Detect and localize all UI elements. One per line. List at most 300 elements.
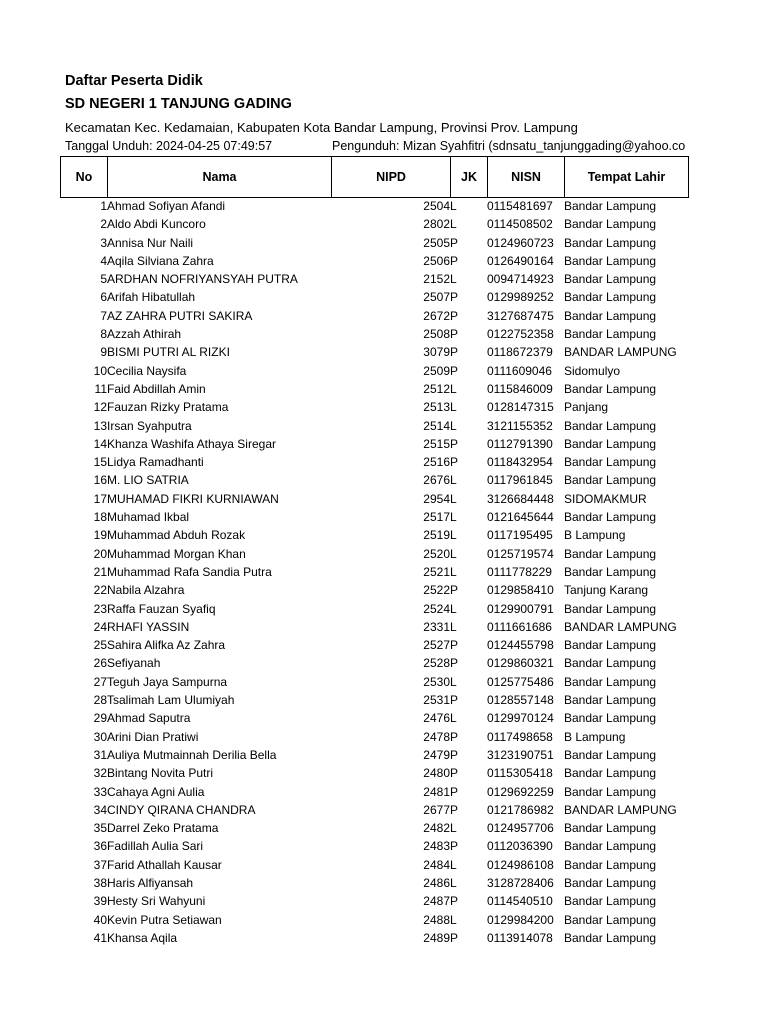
cell-nipd: 2507 [423,290,450,305]
cell-tempat-lahir: BANDAR LAMPUNG [564,345,677,360]
cell-nama: Cahaya Agni Aulia [107,784,205,799]
cell-nipd: 2522 [423,583,450,598]
cell-nama: Kevin Putra Setiawan [107,912,222,927]
cell-no: 14 [93,436,107,451]
cell-nisn: 0124455798 [487,638,554,653]
cell-nipd: 2504 [423,199,450,213]
table-row [60,600,688,618]
table-row [60,581,688,599]
cell-jk: L [450,546,457,561]
cell-tempat-lahir: Bandar Lampung [564,253,657,268]
cell-nisn: 0126490164 [487,253,554,268]
cell-nisn: 0115846009 [487,381,553,396]
cell-no: 29 [93,711,107,726]
cell-jk: P [450,436,459,451]
cell-jk: P [450,235,459,250]
cell-tempat-lahir: Bandar Lampung [564,839,657,854]
cell-jk: L [450,381,457,396]
cell-tempat-lahir: Bandar Lampung [564,199,657,213]
cell-nipd: 2509 [423,363,450,378]
cell-tempat-lahir: Bandar Lampung [564,711,657,726]
cell-no: 11 [94,381,107,396]
cell-nama: Aldo Abdi Kuncoro [107,217,206,232]
table-row [60,673,688,691]
cell-jk: P [450,729,459,744]
cell-jk: L [450,912,457,927]
cell-no: 18 [93,510,107,525]
table-row [60,526,688,544]
cell-nisn: 0117498658 [487,729,553,744]
cell-no: 7 [100,308,107,323]
cell-jk: P [450,839,459,854]
column-header-nama: Nama [108,157,332,198]
cell-no: 21 [93,564,107,579]
cell-nipd: 2528 [423,656,450,671]
table-row [60,783,688,801]
table-row [60,618,688,636]
cell-nama: RHAFI YASSIN [107,619,190,634]
cell-nisn: 0112036390 [487,839,553,854]
cell-nisn: 0115305418 [487,766,553,781]
cell-nipd: 2520 [423,546,450,561]
cell-nipd: 2506 [423,253,450,268]
cell-jk: L [450,473,457,488]
column-header-nipd: NIPD [332,157,451,198]
cell-nama: Lidya Ramadhanti [107,455,204,470]
student-table [60,197,688,947]
cell-no: 35 [93,821,107,836]
cell-jk: L [450,619,457,634]
table-row [60,837,688,855]
cell-jk: P [450,784,459,799]
cell-tempat-lahir: Bandar Lampung [564,308,657,323]
cell-nipd: 2514 [423,418,450,433]
cell-tempat-lahir: Bandar Lampung [564,290,657,305]
cell-no: 31 [93,747,107,762]
table-row [60,234,688,252]
cell-nipd: 2516 [423,455,450,470]
cell-nipd: 2479 [423,747,450,762]
table-row [60,252,688,270]
cell-tempat-lahir: Bandar Lampung [564,894,657,909]
cell-no: 16 [93,473,107,488]
cell-nama: CINDY QIRANA CHANDRA [107,802,256,817]
cell-tempat-lahir: Bandar Lampung [564,235,657,250]
cell-nisn: 0125719574 [487,546,554,561]
cell-jk: L [450,418,457,433]
table-row [60,362,688,380]
cell-nipd: 2508 [423,327,450,342]
cell-nipd: 2954 [423,491,450,506]
cell-nipd: 2524 [423,601,450,616]
cell-nisn: 0129970124 [487,711,554,726]
cell-jk: P [450,308,459,323]
table-row [60,654,688,672]
cell-nisn: 0117195495 [487,528,553,543]
cell-jk: P [450,693,459,708]
school-name: SD NEGERI 1 TANJUNG GADING [65,96,292,112]
cell-jk: P [450,638,459,653]
cell-tempat-lahir: Bandar Lampung [564,912,657,927]
cell-tempat-lahir: B Lampung [564,729,626,744]
table-row [60,471,688,489]
cell-nama: ARDHAN NOFRIYANSYAH PUTRA [107,272,298,287]
cell-no: 20 [93,546,107,561]
cell-no: 15 [93,455,107,470]
cell-no: 10 [93,363,107,378]
cell-nama: Ahmad Sofiyan Afandi [107,199,226,213]
cell-jk: L [450,711,457,726]
cell-no: 26 [93,656,107,671]
cell-nipd: 2476 [423,711,450,726]
cell-tempat-lahir: Bandar Lampung [564,674,657,689]
cell-nipd: 2486 [423,875,450,890]
cell-tempat-lahir: Bandar Lampung [564,601,657,616]
cell-nisn: 0129692259 [487,784,554,799]
table-row [60,343,688,361]
cell-nisn: 0128557148 [487,693,554,708]
cell-nisn: 3127687475 [487,308,554,323]
cell-nisn: 3123190751 [487,747,554,762]
cell-nisn: 0118432954 [487,455,553,470]
student-table-body [60,197,688,947]
table-row [60,490,688,508]
cell-tempat-lahir: Bandar Lampung [564,656,657,671]
cell-no: 37 [93,857,107,872]
cell-nisn: 0111778229 [487,564,552,579]
cell-jk: L [450,875,457,890]
cell-no: 3 [100,235,107,250]
cell-no: 41 [93,930,107,945]
table-row [60,288,688,306]
cell-no: 34 [93,802,107,817]
table-row [60,270,688,288]
cell-no: 32 [93,766,107,781]
column-header-jk: JK [451,157,488,198]
table-row [60,197,688,215]
cell-tempat-lahir: Bandar Lampung [564,784,657,799]
cell-nipd: 2530 [423,674,450,689]
cell-no: 13 [93,418,107,433]
cell-nisn: 3121155352 [487,418,553,433]
cell-nisn: 0113914078 [487,930,553,945]
table-row [60,892,688,910]
cell-jk: L [450,564,457,579]
cell-nipd: 2152 [423,272,450,287]
cell-nisn: 0129989252 [487,290,554,305]
cell-nipd: 2527 [423,638,450,653]
cell-nisn: 0122752358 [487,327,554,342]
cell-nisn: 0117961845 [487,473,553,488]
table-row [60,856,688,874]
cell-tempat-lahir: Bandar Lampung [564,510,657,525]
cell-nisn: 0121786982 [487,802,554,817]
cell-nipd: 2482 [423,821,450,836]
cell-nipd: 2512 [423,381,450,396]
cell-nipd: 2802 [423,217,450,232]
column-header-no: No [61,157,108,198]
table-row [60,380,688,398]
cell-tempat-lahir: Bandar Lampung [564,473,657,488]
cell-tempat-lahir: Bandar Lampung [564,875,657,890]
cell-nama: Muhammad Rafa Sandia Putra [107,564,272,579]
cell-nisn: 0114508502 [487,217,553,232]
cell-nisn: 0115481697 [487,199,553,213]
cell-nipd: 2488 [423,912,450,927]
cell-no: 25 [93,638,107,653]
cell-nama: Sefiyanah [107,656,161,671]
cell-nipd: 2521 [423,564,450,579]
cell-nipd: 2489 [423,930,450,945]
cell-nisn: 0129860321 [487,656,554,671]
cell-no: 40 [93,912,107,927]
cell-no: 28 [93,693,107,708]
cell-jk: P [450,747,459,762]
cell-nama: Khanza Washifa Athaya Siregar [107,436,276,451]
cell-nama: Sahira Alifka Az Zahra [107,638,226,653]
cell-tempat-lahir: Bandar Lampung [564,327,657,342]
cell-nisn: 0124986108 [487,857,554,872]
cell-nisn: 0129900791 [487,601,554,616]
cell-nama: Tsalimah Lam Ulumiyah [107,693,235,708]
cell-nisn: 0129858410 [487,583,554,598]
cell-nama: Ahmad Saputra [107,711,191,726]
cell-nama: Darrel Zeko Pratama [107,821,219,836]
cell-tempat-lahir: Bandar Lampung [564,455,657,470]
cell-nama: Farid Athallah Kausar [107,857,222,872]
cell-nisn: 0125775486 [487,674,554,689]
cell-tempat-lahir: Bandar Lampung [564,857,657,872]
cell-tempat-lahir: Tanjung Karang [564,583,649,598]
cell-nama: Raffa Fauzan Syafiq [107,601,216,616]
cell-jk: P [450,290,459,305]
table-row [60,929,688,947]
cell-tempat-lahir: Bandar Lampung [564,272,657,287]
cell-jk: P [450,253,459,268]
table-row [60,746,688,764]
cell-jk: P [450,930,459,945]
cell-no: 4 [100,253,107,268]
cell-no: 1 [100,199,107,213]
table-row [60,307,688,325]
table-row [60,691,688,709]
cell-jk: P [450,894,459,909]
cell-nama: Teguh Jaya Sampurna [107,674,228,689]
table-row [60,563,688,581]
cell-nipd: 2676 [423,473,450,488]
cell-nama: Fadillah Aulia Sari [107,839,204,854]
cell-tempat-lahir: BANDAR LAMPUNG [564,802,677,817]
cell-jk: L [450,510,457,525]
cell-tempat-lahir: Bandar Lampung [564,747,657,762]
cell-nisn: 0118672379 [487,345,553,360]
table-row [60,819,688,837]
cell-jk: L [450,821,457,836]
table-row [60,636,688,654]
cell-nipd: 2515 [423,436,450,451]
table-row [60,801,688,819]
cell-tempat-lahir: SIDOMAKMUR [564,491,647,506]
cell-nama: Bintang Novita Putri [107,766,214,781]
cell-jk: P [450,656,459,671]
cell-nama: MUHAMAD FIKRI KURNIAWAN [107,491,279,506]
cell-nipd: 2481 [423,784,450,799]
cell-nama: Arifah Hibatullah [107,290,196,305]
cell-no: 39 [93,894,107,909]
cell-nisn: 0124960723 [487,235,554,250]
cell-nipd: 2487 [423,894,450,909]
cell-nipd: 3079 [423,345,450,360]
table-row [60,728,688,746]
cell-no: 2 [100,217,107,232]
table-row [60,709,688,727]
table-row [60,874,688,892]
cell-nama: Arini Dian Pratiwi [107,729,199,744]
cell-jk: L [450,674,457,689]
cell-nisn: 0114540510 [487,894,553,909]
cell-tempat-lahir: Bandar Lampung [564,766,657,781]
cell-no: 30 [93,729,107,744]
cell-tempat-lahir: B Lampung [564,528,626,543]
cell-tempat-lahir: Panjang [564,400,609,415]
cell-nipd: 2513 [423,400,450,415]
table-row [60,453,688,471]
cell-nama: Muhammad Morgan Khan [107,546,246,561]
cell-nama: Haris Alfiyansah [107,875,194,890]
cell-jk: L [450,400,457,415]
cell-nisn: 0111609046 [487,363,552,378]
cell-tempat-lahir: Bandar Lampung [564,418,657,433]
cell-jk: P [450,583,459,598]
cell-nisn: 0124957706 [487,821,554,836]
cell-no: 17 [93,491,107,506]
cell-no: 12 [93,400,107,415]
cell-no: 23 [93,601,107,616]
cell-jk: P [450,766,459,781]
downloader-info: Pengunduh: Mizan Syahfitri (sdnsatu_tanjunggading@yahoo.co [332,139,686,153]
cell-nama: Fauzan Rizky Pratama [107,400,229,415]
cell-nipd: 2478 [423,729,450,744]
cell-nipd: 2505 [423,235,450,250]
cell-no: 33 [93,784,107,799]
cell-nama: M. LIO SATRIA [107,473,189,488]
cell-nisn: 0094714923 [487,272,554,287]
location-line: Kecamatan Kec. Kedamaian, Kabupaten Kota Bandar Lampung, Provinsi Prov. Lampung [65,120,578,135]
cell-jk: P [450,345,459,360]
cell-jk: L [450,491,457,506]
table-row [60,325,688,343]
cell-jk: L [450,217,457,232]
cell-no: 27 [93,674,107,689]
cell-nama: AZ ZAHRA PUTRI SAKIRA [107,308,253,323]
table-row [60,545,688,563]
cell-nipd: 2519 [423,528,450,543]
cell-no: 6 [100,290,107,305]
cell-tempat-lahir: Bandar Lampung [564,821,657,836]
cell-jk: L [450,528,457,543]
cell-jk: L [450,272,457,287]
cell-nipd: 2677 [423,802,450,817]
cell-tempat-lahir: Bandar Lampung [564,564,657,579]
cell-no: 8 [100,327,107,342]
cell-nisn: 0112791390 [487,436,553,451]
cell-tempat-lahir: Bandar Lampung [564,930,657,945]
cell-no: 9 [100,345,107,360]
cell-nama: Aqila Silviana Zahra [107,253,214,268]
cell-no: 5 [100,272,107,287]
download-date: Tanggal Unduh: 2024-04-25 07:49:57 [65,139,273,153]
cell-nama: Nabila Alzahra [107,583,185,598]
cell-nisn: 0111661686 [487,619,552,634]
cell-no: 19 [93,528,107,543]
table-row [60,215,688,233]
cell-jk: L [450,199,457,213]
cell-nama: Faid Abdillah Amin [107,381,206,396]
cell-jk: P [450,802,459,817]
cell-no: 24 [93,619,107,634]
cell-jk: P [450,363,459,378]
table-header [60,156,689,198]
cell-nama: Annisa Nur Naili [107,235,194,250]
column-header-tempat-lahir: Tempat Lahir [565,157,689,198]
cell-nama: Auliya Mutmainnah Derilia Bella [107,747,277,762]
cell-jk: P [450,327,459,342]
cell-nama: Hesty Sri Wahyuni [107,894,206,909]
cell-tempat-lahir: Bandar Lampung [564,381,657,396]
cell-nama: Irsan Syahputra [107,418,192,433]
cell-jk: L [450,601,457,616]
table-row [60,435,688,453]
cell-nama: Muhammad Abduh Rozak [107,528,246,543]
cell-nipd: 2672 [423,308,450,323]
cell-tempat-lahir: Bandar Lampung [564,217,657,232]
cell-tempat-lahir: Bandar Lampung [564,638,657,653]
cell-tempat-lahir: Bandar Lampung [564,436,657,451]
cell-no: 36 [93,839,107,854]
column-header-nisn: NISN [488,157,565,198]
cell-nisn: 0121645644 [487,510,554,525]
table-row [60,398,688,416]
cell-nipd: 2484 [423,857,450,872]
cell-nisn: 0128147315 [487,400,554,415]
cell-tempat-lahir: Bandar Lampung [564,693,657,708]
cell-nama: Muhamad Ikbal [107,510,190,525]
cell-tempat-lahir: Bandar Lampung [564,546,657,561]
cell-nama: Azzah Athirah [107,327,182,342]
cell-tempat-lahir: Sidomulyo [564,363,621,378]
document-title: Daftar Peserta Didik [65,73,203,89]
cell-nisn: 0129984200 [487,912,554,927]
cell-nisn: 3126684448 [487,491,554,506]
cell-nama: Cecilia Naysifa [107,363,187,378]
cell-nipd: 2531 [423,693,450,708]
table-row [60,508,688,526]
cell-nipd: 2483 [423,839,450,854]
cell-jk: P [450,455,459,470]
cell-no: 38 [93,875,107,890]
cell-nipd: 2480 [423,766,450,781]
cell-jk: L [450,857,457,872]
table-row [60,417,688,435]
cell-nipd: 2517 [423,510,450,525]
cell-nama: BISMI PUTRI AL RIZKI [107,345,230,360]
table-row [60,764,688,782]
cell-no: 22 [93,583,107,598]
cell-tempat-lahir: BANDAR LAMPUNG [564,619,677,634]
cell-nisn: 3128728406 [487,875,554,890]
cell-nama: Khansa Aqila [107,930,178,945]
cell-nipd: 2331 [423,619,450,634]
